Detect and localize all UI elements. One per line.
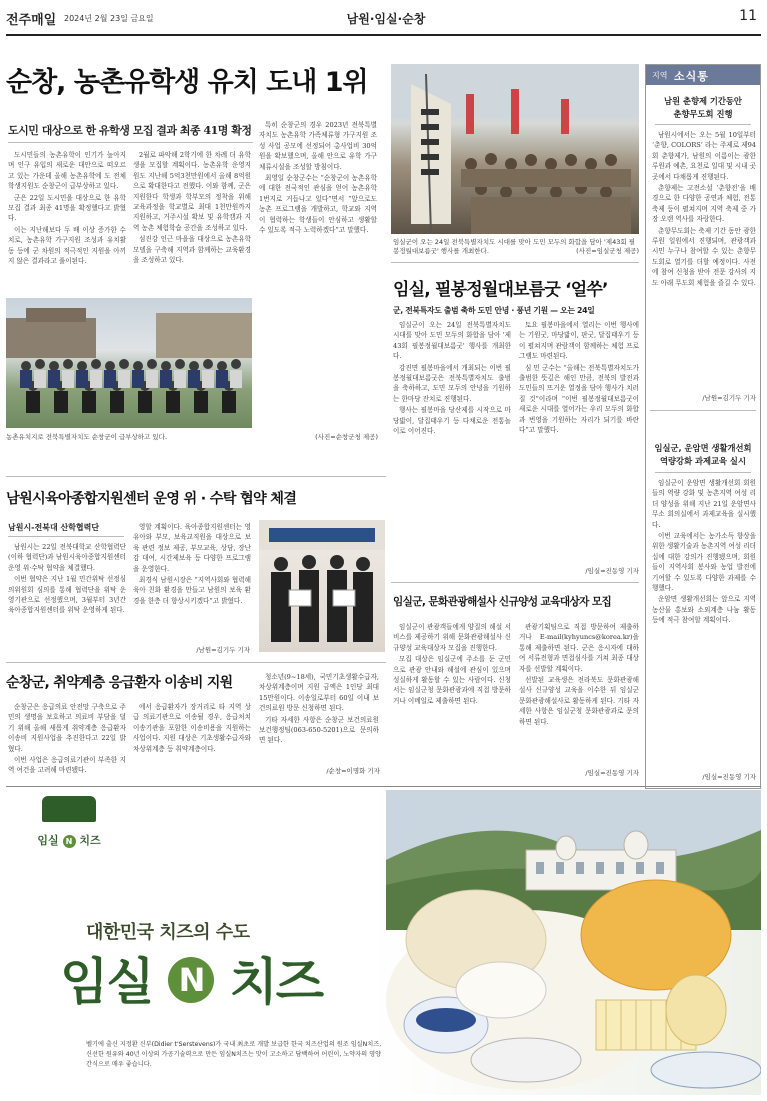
sidebar-story2-byline: /임실=진동영 기자 — [702, 773, 756, 781]
sunchang2-column-1 — [8, 702, 126, 777]
imsil-edu-paragraph: 선발된 교육생은 전라북도 문화관광해설사 신규양성 교육을 이수한 뒤 임실군 문화관광해설사로 활동하게 된다. 기타 자세한 사항은 임실군청 문화관광과로 문의하면 된다. — [519, 676, 639, 726]
festival-illustration — [391, 64, 639, 234]
festival-subhead: 군, 전북특자도 출범 축하 도민 안녕 · 풍년 기원 — 오는 24일 — [393, 306, 595, 315]
sidebar-story2-body — [652, 478, 756, 763]
festival-headline: 임실, 필봉정월대보름굿 ‘얼쑤’ — [393, 280, 608, 300]
lead-paragraph: 이는 지난해보다 두 배 이상 증가한 수치로, 농촌유학 가구지원 조성과 유치활동 등에 군 차원의 적극적인 지원을 아끼지 않은 결과라고 풀이된다. — [8, 225, 126, 266]
festival-paragraph: 심 민 군수는 “올해는 전북특별자치도가 출범한 뜻깊은 해인 만큼, 전북의 발전과 도민들의 뜨거운 열정을 담아 행사가 치러질 것”이라며 “이번 필봉정월대보름굿이 새로운 시대를 열어가는 우리 모두의 화합과 번영을 기원하는 자리가 되기를 바란다”고 말했다. — [519, 363, 639, 435]
sidebar-label-prefix: 지역 — [652, 71, 668, 80]
imsil-edu-paragraph: 모집 대상은 임실군에 주소를 둔 군민으로 관광 안내와 해설에 관심이 있으며 성실하게 활동할 수 있는 사람이다. 신청서는 임실군청 문화관광과에 직접 방문하거나 이메일로 제출하면 된다. — [393, 655, 511, 705]
sidebar-story2-title — [650, 442, 756, 468]
sidebar-story1-rule — [655, 124, 751, 125]
caption-credit: (사진=임실군청 제공) — [576, 247, 639, 255]
sidebar-paragraph: 이번 교육에서는 농가소득 향상을 위한 생활기술과 농촌지역 여성 리더십에 대한 강의가 진행됐으며, 회원들이 지역사회 봉사와 농업 발전에 기여할 수 있도록 다양한 과제를 수행했다. — [652, 532, 756, 593]
festival-photo — [391, 64, 639, 234]
ad-rule-top — [6, 786, 761, 787]
imsil-edu-byline: /임실=진동영 기자 — [585, 769, 639, 777]
namwon-byline: /남원=김기두 기자 — [196, 646, 250, 654]
sidebar-paragraph: 임실군이 운암면 생활개선회 회원들의 역량 강화 및 농촌지역 여성 리더 양성을 위해 지난 21일 운암면사무소 회의실에서 과제교육을 실시했다. — [652, 479, 756, 529]
imsil-edu-column-2 — [519, 622, 639, 762]
lead-column-3 — [259, 120, 377, 450]
sidebar-label-title: 소식통 — [674, 70, 709, 83]
namwon-subhead-rule — [8, 536, 124, 537]
imsil-edu-paragraph: 관광기획팀으로 직접 방문하여 제출하거나 E-mail(kyhyuncs@korea.kr)을 통해 제출하면 된다. 군은 응시자에 대하여 서류전형과 면접심사를 거쳐 최종 대상자를 선발할 계획이다. — [519, 623, 639, 673]
festival-photo-caption — [393, 238, 639, 256]
lead-subhead: 도시민 대상으로 한 유학생 모집 결과 최종 41명 확정 — [8, 124, 252, 137]
lead-paragraph: 섬진강 인근 마을을 대상으로 농촌유학 모델을 구축해 지역과 함께하는 교육환경을 조성하고 있다. — [133, 235, 251, 265]
festival-paragraph: 강진면 필봉마을에서 개최되는 이번 필봉정월대보름굿은 전북특별자치도 출범을 축하하고, 도민 모두의 안녕을 기원하는 한마당 잔치로 진행된다. — [393, 363, 511, 403]
sunchang2-paragraph: 이번 사업은 응급의료기관이 부족한 지역 여건을 고려해 마련됐다. — [8, 756, 126, 775]
lead-photo — [6, 298, 252, 428]
header-rule — [6, 34, 761, 36]
sunchang2-paragraph: 에서 응급환자가 장거리로 타 지역 상급 의료기관으로 이송될 경우, 응급처치 이송기관을 포함한 이송비용을 지원하는 사업이다. 지원 대상은 기초생활수급자와 차상위계층 등 취약계층이다. — [133, 703, 251, 753]
sidebar-paragraph: 운암면 생활개선회는 앞으로 지역 농산물 홍보와 소외계층 나눔 활동 등에 적극 참여할 계획이다. — [652, 595, 756, 625]
ad-big-brand-left: 임실 — [60, 953, 153, 1011]
ad-big-n-badge: N — [168, 957, 214, 1003]
caption-text: 임실군이 오는 24일 전북특별자치도 시대를 맞아 도민 모두의 화합을 담아 '제43회 필봉정월대보름굿' 행사를 개최한다. — [393, 238, 635, 255]
section-name: 남원·임실·순창 — [346, 12, 426, 26]
caption-text: 농촌유치지로 전북특별자치도 순창군이 급부상하고 있다. — [6, 433, 168, 441]
lead-paragraph: 특히 순창군의 경우 2023년 전북특별자치도 농촌유학 가족체류형 가구지원 조성 사업 공모에 선정되어 총사업비 30억원을 확보했으며, 올해 안으로 유학 가구 체류시설을 조성할 방침이다. — [259, 121, 377, 171]
ad-logo-brand — [34, 832, 104, 848]
sunchang2-rule-top — [6, 662, 386, 663]
sidebar-paragraph: 춘향무도회는 축제 기간 동안 광한루원 일원에서 진행되며, 관광객과 시민 누구나 참여할 수 있는 춘향무도회로 열기를 더할 예정이다. 사전에 참여 신청을 받아 전문 강사의 지도 아래 무도회 체험을 즐길 수 있다. — [652, 226, 756, 287]
sunchang2-column-2 — [133, 702, 251, 777]
namwon-column-2 — [133, 522, 251, 632]
sidebar-label — [646, 65, 760, 85]
namwon-paragraph: 최경식 남원시장은 “지역사회와 협력해 육아 친화 환경을 만들고 남원의 보육 환경을 한층 더 향상시키겠다”고 밝혔다. — [133, 576, 251, 605]
sidebar-story1-byline: /남원=김기두 기자 — [702, 394, 756, 402]
cheese-ad — [6, 790, 761, 1095]
namwon-column-1 — [8, 542, 126, 652]
festival-column-1 — [393, 320, 511, 570]
sunchang2-byline: /순창=이명화 기자 — [326, 767, 380, 775]
sidebar-paragraph: 춘향제는 고전소설 ‘춘향전’을 배경으로 한 다양한 공연과 체험, 전통축제 등이 펼쳐지며 지역 축제 중 가장 오랜 역사를 자랑한다. — [652, 184, 756, 224]
lead-subhead-rule — [8, 142, 253, 143]
sidebar-story1-body — [652, 130, 756, 390]
sidebar-title-line: 역량강화 과제교육 실시 — [660, 456, 746, 466]
issue-date: 2024년 2월 23일 금요일 — [64, 14, 154, 23]
lead-photo-caption — [6, 432, 378, 441]
sunchang2-paragraph: 순창군은 응급의료 안전망 구축으로 주민의 생명을 보호하고 의료비 부담을 덜기 위해 올해 새롭게 취약계층 응급환자 이송비 지원사업을 추진한다고 22일 밝혔다. — [8, 703, 126, 753]
sidebar-title-line: 임실군, 운암면 생활개선회 — [654, 443, 752, 453]
festival-paragraph: 행사는 필봉마을 당산제를 시작으로 마당밟이, 달집태우기 등 다채로운 전통놀이로 이어진다. — [393, 406, 511, 436]
ad-logo-brand-left: 임실 — [37, 834, 59, 847]
sidebar-title-line: 춘향무도회 진행 — [673, 109, 733, 119]
namwon-paragraph: 남원시는 22일 전북대학교 산학협력단(이하 협력단)과 남원시육아종합지원센터 운영 위·수탁 협약을 체결했다. — [8, 543, 126, 572]
lead-paragraph: 군은 22일 도시민을 대상으로 한 유학 모집 결과 최종 41명을 확정했다고 밝혔다. — [8, 193, 126, 223]
sidebar-title-line: 남원 춘향제 기간동안 — [664, 96, 742, 106]
namwon-paragraph: 영할 계획이다. 육아종합지원센터는 영유아와 부모, 보육교직원을 대상으로 보육 관련 정보 제공, 부모교육, 상담, 장난감 대여, 시간제보육 등 다양한 프로그램을 운영한다. — [133, 523, 251, 573]
ad-big-brand — [60, 942, 390, 1012]
imsil-edu-headline: 임실군, 문화관광해설사 신규양성 교육대상자 모집 — [393, 596, 612, 608]
paper-name: 전주매일 — [6, 13, 57, 28]
imsil-edu-column-1 — [393, 622, 511, 772]
festival-byline: /임실=진동영 기자 — [585, 567, 639, 575]
imsil-edu-rule-top — [391, 582, 639, 583]
namwon-rule-top — [6, 476, 386, 477]
ad-logo-brand-right: 치즈 — [79, 834, 101, 847]
imsil-edu-paragraph: 임실군이 관광객들에게 양질의 해설 서비스를 제공하기 위해 문화관광해설사 신규양성 교육대상자 모집을 진행한다. — [393, 623, 511, 652]
lead-paragraph: 도시민들의 농촌유학이 인기가 높아지며 인구 유입의 새로운 대안으로 떠오르고 있는 가운데 올해 농촌유학에 도 전체학생지원도 순창군이 급부상하고 있다. — [8, 151, 126, 191]
ad-logo — [34, 794, 104, 868]
sunchang2-headline: 순창군, 취약계층 응급환자 이송비 지원 — [6, 675, 233, 691]
ad-logo-n-badge: N — [63, 835, 76, 848]
festival-column-2 — [519, 320, 639, 560]
festival-rule-top — [391, 262, 639, 263]
lead-paragraph: 최영일 순창군수는 “순창군이 농촌유학에 대한 전국적인 관심을 얻어 농촌유학 1번지로 거듭나고 있다”면서 “앞으로도 농촌 프로그램을 개발하고, 학교와 지역이 협력하는 학생들이 안심하고 생활할 수 있도록 적극 노력하겠다”고 말했다. — [259, 174, 377, 235]
namwon-subhead: 남원시-전북대 산학협력단 — [8, 523, 100, 532]
ad-logo-badge — [42, 796, 96, 822]
signing-illustration — [259, 520, 385, 652]
lead-paragraph: 2월로 파악해 2학기에 한 차례 더 유학생을 모집할 계획이다. 농촌유학 운영지원도 지난해 5억3천만원에서 올해 8억원으로 확대한다고 전했다. 이와 함께, 군은 지원한다 학생과 학부모의 정착을 위해 교육과정을 학교별로 최대 1천만원까지 지원하고, 거주시설 확보 및 유학캠과 지역 농촌 체험학습 공간을 조성하고 있다. — [133, 151, 251, 232]
sidebar-story1-title — [650, 95, 756, 121]
lead-headline: 순창, 농촌유학생 유치 도내 1위 — [6, 67, 368, 98]
sidebar-paragraph: 남원시에서는 오는 5월 10일부터 ‘춘향, COLORS’ 라는 주제로 제94회 춘향제가, 남원의 이름이는 광한루원과 예촌, 요천로 일대 및 시내 곳곳에서 다채롭게 진행된다. — [652, 131, 756, 181]
namwon-photo — [259, 520, 385, 652]
sidebar-story2-rule — [655, 472, 751, 473]
ad-big-brand-right: 치즈 — [229, 953, 323, 1011]
namwon-paragraph: 이번 협약은 지난 1월 민간위탁 선정심의위원회 심의를 통해 협력단을 위탁 운영기관으로 선정했으며, 3월부터 3년간 육아종합지원센터를 위탁 운영하게 된다. — [8, 575, 126, 615]
sunchang2-paragraph: 기타 자세한 사항은 순창군 보건의료원 보건행정팀(063-650-5201)으로 문의하면 된다. — [259, 715, 379, 745]
lead-column-2 — [133, 150, 251, 300]
masthead — [6, 8, 761, 32]
page-number: 11 — [739, 8, 757, 24]
namwon-headline: 남원시육아종합지원센터 운영 위 · 수탁 협약 체결 — [6, 491, 297, 507]
students-illustration — [6, 298, 252, 428]
sunchang2-paragraph: 청소년(9~18세), 국민기초생활수급자, 차상위계층이며 지원 금액은 1인당 최대 15만원이다. 이송일로부터 60일 이내 보건의료원 방문 신청하면 된다. — [259, 673, 379, 713]
caption-credit: (사진=순창군청 제공) — [315, 433, 378, 441]
ad-description: 벨기에 출신 지정환 신부(Didier t'Serstevens)가 국내 최초로 개발 보급한 한국 치즈산업의 원조 임실N치즈, 신선한 원유와 40년 이상의 가공기술력으로 만든 임실N치즈는 맛이 고소하고 담백하여 어린이, 노약자의 영양간식으로 매우 좋습니다. — [86, 1041, 382, 1068]
festival-paragraph: 임실군이 오는 24일 전북특별자치도 시대를 맞아 도민 모두의 화합을 담아 '제43회 필봉정월대보름굿' 행사를 개최한다. — [393, 321, 511, 361]
ad-tagline: 대한민국 치즈의 수도 — [86, 922, 250, 943]
festival-paragraph: 토요 필봉마을에서 열리는 이번 행사에는 기원굿, 마당밟이, 판굿, 달집태우기 등이 펼쳐지며 관람객이 함께하는 체험 프로그램도 마련된다. — [519, 321, 639, 361]
sidebar-divider — [650, 410, 756, 411]
sunchang2-column-3 — [259, 672, 379, 764]
lead-column-1 — [8, 150, 126, 300]
